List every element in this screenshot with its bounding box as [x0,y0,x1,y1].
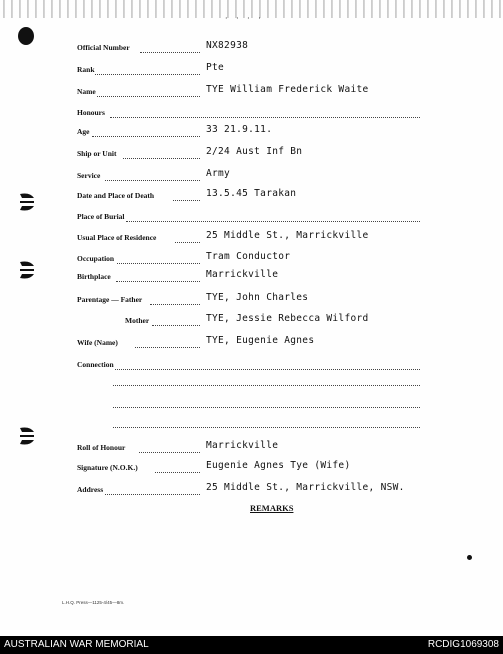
field-label: Service [77,171,101,180]
field-label: Birthplace [77,272,111,281]
field-label: Occupation [77,254,115,263]
remarks-heading: REMARKS [250,503,294,513]
field-label: Usual Place of Residence [77,233,157,242]
field-value: 2/24 Aust Inf Bn [206,146,303,157]
field-label: Ship or Unit [77,149,117,158]
field-label: Connection [77,360,114,369]
field-rank [0,62,503,78]
print-note: L.H.Q. Press—1125-4/45—8m. [62,600,125,605]
connection-line [113,407,420,408]
field-wife [0,335,503,351]
field-value: Marrickville [206,269,279,280]
connection-line [113,427,420,428]
field-mother [0,313,503,329]
field-label: Rank [77,65,95,74]
field-label: Signature (N.O.K.) [77,463,138,472]
field-value: NX82938 [206,40,249,51]
field-age [0,124,503,140]
record-id: RCDIG1069308 [427,639,499,650]
field-label: Date and Place of Death [77,191,155,200]
field-signature [0,460,503,476]
field-label: Mother [125,316,150,325]
field-value: Army [206,168,231,179]
field-name [0,84,503,100]
archive-name: AUSTRALIAN WAR MEMORIAL [4,639,149,650]
field-label: Roll of Honour [77,443,126,452]
field-occupation [0,251,503,267]
field-value: 13.5.45 Tarakan [206,188,297,199]
field-service [0,168,503,184]
field-value: 33 21.9.11. [206,124,273,135]
field-date-place-of-death [0,188,503,204]
connection-line [113,385,420,386]
scan-speck [467,555,472,560]
field-value: Pte [206,62,225,73]
field-value: TYE, John Charles [206,292,309,303]
field-value: Eugenie Agnes Tye (Wife) [206,460,351,471]
field-ship-or-unit [0,146,503,162]
field-label: Parentage — Father [77,295,143,304]
field-usual-residence [0,230,503,246]
field-label: Name [77,87,96,96]
field-address [0,482,503,498]
field-value: Marrickville [206,440,279,451]
field-label: Official Number [77,43,130,52]
field-official-number [0,40,503,56]
field-value: Tram Conductor [206,251,291,262]
field-father [0,292,503,308]
field-label: Wife (Name) [77,338,118,347]
field-value: TYE, Jessie Rebecca Wilford [206,313,369,324]
archive-footer [0,636,503,654]
field-birthplace [0,269,503,285]
field-label: Honours [77,108,105,117]
field-value: 25 Middle St., Marrickville, NSW. [206,482,405,493]
scan-marks: · · · · [225,14,264,23]
field-connection [0,357,503,373]
field-label: Place of Burial [77,212,125,221]
field-place-of-burial [0,209,503,225]
field-value: 25 Middle St., Marrickville [206,230,369,241]
field-roll-of-honour [0,440,503,456]
field-value: TYE, Eugenie Agnes [206,335,315,346]
field-label: Age [77,127,90,136]
field-honours [0,105,503,121]
field-label: Address [77,485,104,494]
field-value: TYE William Frederick Waite [206,84,369,95]
